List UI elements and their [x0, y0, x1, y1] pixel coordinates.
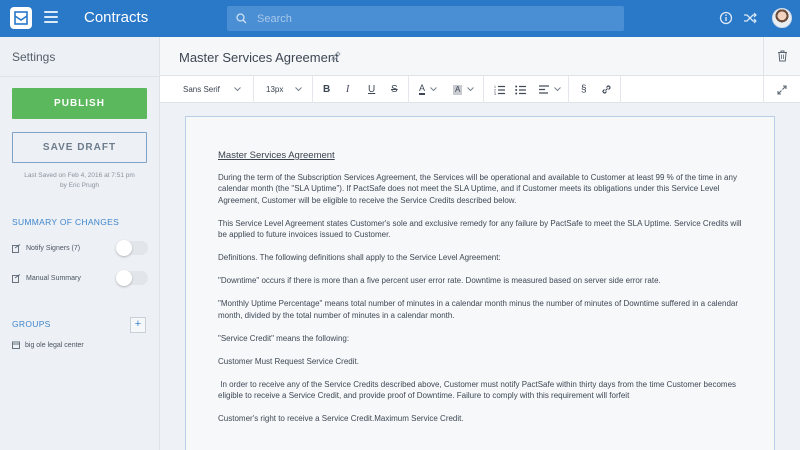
toolbar-divider: [408, 76, 409, 103]
ordered-list-icon: [494, 85, 505, 95]
font-size-select[interactable]: [266, 76, 302, 103]
strikethrough-button[interactable]: S: [391, 84, 398, 95]
paragraph: "Monthly Uptime Percentage" means total number of minutes in a calendar month minus the number of minutes of Downtime suffered in a calendar month, divided by the total number of minutes in a calendar month.: [218, 299, 739, 320]
paragraph: In order to receive any of the Service Credits described above, Customer must notify PactSafe within thirty days from the time Customer becomes eligible to receive a Service Credit, and provide proof of Downtime. Failure to comply with this requirement will forfeit: [218, 379, 739, 400]
save-draft-button[interactable]: SAVE DRAFT: [12, 132, 147, 163]
svg-text:3: 3: [494, 91, 496, 95]
notify-icon: [12, 244, 21, 253]
bullet-list-button[interactable]: [515, 76, 526, 103]
toolbar-divider: [483, 76, 484, 103]
summary-heading: SUMMARY OF CHANGES: [12, 217, 120, 227]
top-bar: [0, 0, 800, 37]
paragraph: This Service Level Agreement states Customer's sole and exclusive remedy for any failure by PactSafe to meet the SLA Uptime. Service Credits will be applied to future invoices issued to Customer.: [218, 218, 742, 239]
search-icon: [236, 13, 247, 24]
italic-button[interactable]: I: [346, 84, 350, 95]
toggle-knob: [116, 270, 132, 286]
manual-summary-icon: [12, 274, 21, 283]
svg-text:2: 2: [494, 88, 496, 92]
manual-summary-toggle[interactable]: [116, 271, 148, 285]
svg-text:1: 1: [494, 84, 496, 89]
groups-heading: GROUPS: [12, 319, 51, 329]
user-avatar[interactable]: [772, 8, 792, 28]
sidebar-title: Settings: [12, 50, 56, 64]
app-logo-icon[interactable]: [10, 7, 32, 29]
paragraph: During the term of the Subscription Services Agreement, the Services will be operational and available to Customer at least 99 % of the time in any calendar month (the "SLA Uptime"). If PactSafe does not meet the SLA Uptime, and if Customer meets its obligations under this Service Level Agreement, Customer will be eligible to receive the Service Credits described below.: [218, 172, 737, 205]
align-left-icon: [539, 85, 549, 94]
expand-icon: [777, 85, 787, 95]
toolbar-divider: [253, 76, 254, 103]
chevron-down-icon: [295, 87, 302, 92]
chevron-down-icon: [467, 87, 474, 92]
last-saved-date: Last Saved on Feb 4, 2016 at 7:51 pm: [24, 172, 135, 179]
font-family-select[interactable]: [183, 76, 241, 103]
toolbar-divider: [568, 76, 569, 103]
notify-signers-toggle[interactable]: [116, 241, 148, 255]
highlight-icon: A: [455, 84, 461, 94]
chevron-down-icon: [554, 87, 561, 92]
underline-button[interactable]: U: [368, 84, 376, 95]
shuffle-icon[interactable]: [743, 11, 757, 25]
last-saved-author: by Eric Prugh: [59, 182, 100, 189]
toolbar-divider: [763, 76, 764, 103]
section-button[interactable]: §: [581, 84, 587, 95]
toolbar-divider: [620, 76, 621, 103]
document-title[interactable]: Master Services Agreement: [179, 50, 339, 65]
hamburger-menu-icon[interactable]: [44, 11, 58, 23]
notify-signers-label: Notify Signers (7): [26, 244, 81, 252]
font-family-value: Sans Serif: [183, 85, 220, 94]
sidebar-divider: [0, 76, 160, 77]
publish-button[interactable]: PUBLISH: [12, 88, 147, 119]
trash-icon[interactable]: [777, 50, 788, 62]
paragraph: Customer's right to receive a Service Credit.Maximum Service Credit.: [218, 414, 464, 423]
chevron-down-icon: [430, 87, 437, 92]
document-editor[interactable]: [185, 116, 775, 450]
paragraph: "Downtime" occurs if there is more than a five percent user error rate. Downtime is measured based on server side error rate.: [218, 276, 661, 285]
paragraph: "Service Credit" means the following:: [218, 333, 350, 343]
chevron-down-icon: [234, 87, 241, 92]
document-header: [160, 37, 800, 76]
header-divider: [763, 37, 764, 76]
paragraph: Customer Must Request Service Credit.: [218, 356, 359, 366]
toggle-knob: [116, 240, 132, 256]
notify-signers-row: [12, 241, 148, 255]
app-title: Contracts: [84, 9, 149, 26]
text-color-select[interactable]: [419, 76, 437, 103]
ordered-list-button[interactable]: [494, 76, 505, 103]
text-color-icon: A: [419, 83, 426, 93]
group-item-label: big ole legal center: [25, 341, 84, 349]
expand-button[interactable]: [777, 76, 787, 103]
last-saved-text: [12, 171, 147, 191]
link-button[interactable]: [601, 76, 612, 103]
manual-summary-label: Manual Summary: [26, 274, 81, 282]
document-heading: Master Services Agreement: [218, 150, 335, 161]
highlight-color-select[interactable]: [453, 76, 474, 103]
group-item[interactable]: [12, 341, 84, 349]
group-icon: [12, 341, 20, 349]
toolbar-divider: [312, 76, 313, 103]
font-size-value: 13px: [266, 85, 284, 94]
editor-toolbar: [160, 76, 800, 103]
paragraph: Definitions. The following definitions shall apply to the Service Level Agreement:: [218, 253, 501, 262]
align-select[interactable]: [539, 76, 561, 103]
add-group-button[interactable]: +: [130, 317, 146, 333]
settings-sidebar: [0, 37, 160, 450]
search-input[interactable]: [257, 13, 597, 25]
pencil-icon[interactable]: [331, 51, 341, 61]
bullet-list-icon: [515, 85, 526, 95]
manual-summary-row: [12, 271, 148, 285]
document-body: [218, 150, 743, 436]
search-bar[interactable]: [227, 6, 624, 31]
info-icon[interactable]: [719, 11, 733, 25]
link-icon: [601, 84, 612, 95]
bold-button[interactable]: B: [323, 84, 331, 95]
